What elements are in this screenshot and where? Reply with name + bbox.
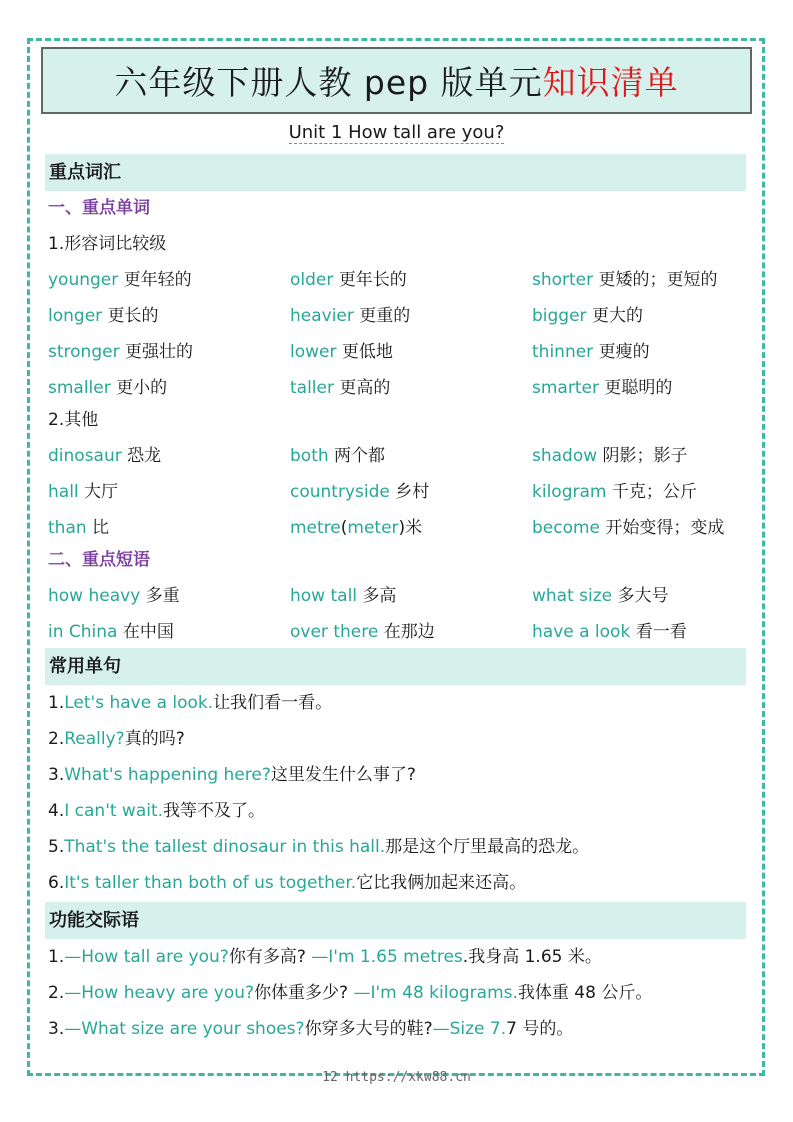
- sentence-item: 1.Let's have a look.让我们看一看。: [48, 693, 333, 713]
- phrase-item: how tall 多高: [290, 586, 397, 606]
- phrase-item: in China 在中国: [48, 622, 174, 642]
- word-item: dinosaur 恐龙: [48, 446, 162, 466]
- word-item: lower 更低地: [290, 342, 393, 362]
- section-functional-header: 功能交际语: [45, 902, 746, 939]
- word-item: bigger 更大的: [532, 306, 643, 326]
- section-sentences-header: 常用单句: [45, 648, 746, 685]
- sentence-item: 6.It's taller than both of us together.它比我俩加起来还高。: [48, 873, 527, 893]
- subhead-key-phrases: 二、重点短语: [48, 550, 150, 570]
- word-item: heavier 更重的: [290, 306, 411, 326]
- word-item: thinner 更瘦的: [532, 342, 650, 362]
- category-comparatives: 1.形容词比较级: [48, 234, 167, 254]
- phrase-item: over there 在那边: [290, 622, 435, 642]
- word-item: than 比: [48, 518, 110, 538]
- phrase-item: have a look 看一看: [532, 622, 687, 642]
- phrase-item: what size 多大号: [532, 586, 669, 606]
- subhead-key-words: 一、重点单词: [48, 198, 150, 218]
- dialog-item: 2.—How heavy are you?你体重多少? —I'm 48 kilograms.我体重 48 公斤。: [48, 983, 653, 1003]
- word-item: metre(meter)米: [290, 518, 423, 538]
- sentence-item: 2.Really?真的吗?: [48, 729, 185, 749]
- page-title: [41, 47, 752, 114]
- unit-title: Unit 1 How tall are you?: [288, 122, 505, 143]
- word-item: countryside 乡村: [290, 482, 430, 502]
- word-item: shadow 阴影；影子: [532, 446, 688, 466]
- dialog-item: 3.—What size are your shoes?你穿多大号的鞋?—Size 7.7 号的。: [48, 1019, 574, 1039]
- word-item: become 开始变得；变成: [532, 518, 725, 538]
- sentence-item: 5.That's the tallest dinosaur in this hall.那是这个厅里最高的恐龙。: [48, 837, 590, 857]
- sentence-item: 4.I can't wait.我等不及了。: [48, 801, 266, 821]
- title-highlight: 知识清单: [542, 63, 679, 102]
- sentence-item: 3.What's happening here?这里发生什么事了?: [48, 765, 416, 785]
- word-item: longer 更长的: [48, 306, 159, 326]
- section-vocab-header: 重点词汇: [45, 154, 746, 191]
- word-item: older 更年长的: [290, 270, 407, 290]
- word-item: smarter 更聪明的: [532, 378, 673, 398]
- word-item: kilogram 千克；公斤: [532, 482, 697, 502]
- word-item: stronger 更强壮的: [48, 342, 193, 362]
- page-footer: 12 https://xkw88.cn: [322, 1070, 471, 1085]
- phrase-item: how heavy 多重: [48, 586, 180, 606]
- word-item: taller 更高的: [290, 378, 391, 398]
- word-item: hall 大厅: [48, 482, 119, 502]
- category-others: 2.其他: [48, 410, 99, 430]
- dialog-item: 1.—How tall are you?你有多高? —I'm 1.65 metres.我身高 1.65 米。: [48, 947, 602, 967]
- word-item: smaller 更小的: [48, 378, 168, 398]
- word-item: both 两个都: [290, 446, 386, 466]
- word-item: younger 更年轻的: [48, 270, 192, 290]
- word-item: shorter 更矮的；更短的: [532, 270, 718, 290]
- title-main: 六年级下册人教 pep 版单元: [114, 63, 543, 102]
